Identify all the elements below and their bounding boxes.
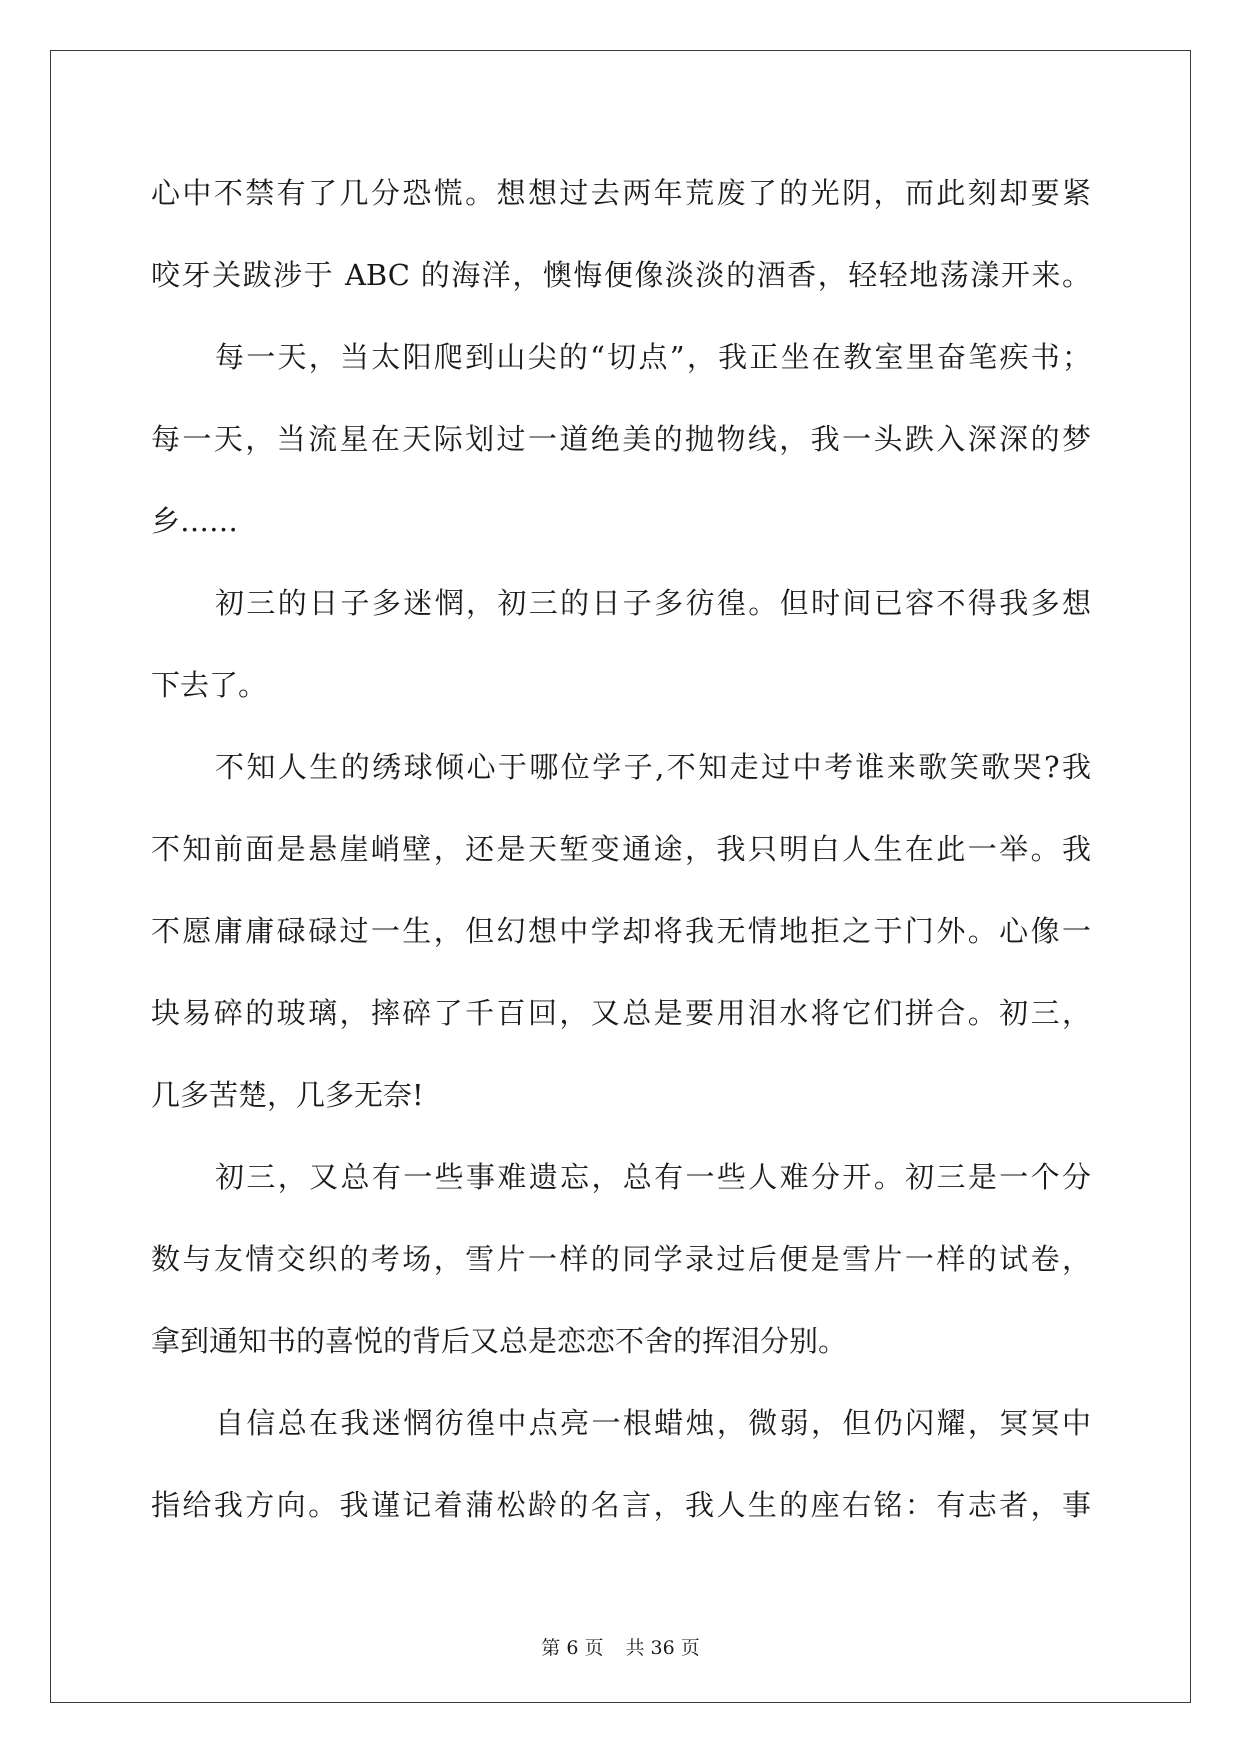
text-line: 下去了。 bbox=[151, 668, 268, 702]
paragraph-first-line: 初三的日子多迷惘，初三的日子多彷徨。但时间已容不得我多想 bbox=[215, 586, 1091, 620]
text-line: 指给我方向。我谨记着蒲松龄的名言，我人生的座右铭：有志者，事 bbox=[151, 1488, 1091, 1522]
paragraph-first-line: 自信总在我迷惘彷徨中点亮一根蜡烛，微弱，但仍闪耀，冥冥中 bbox=[215, 1406, 1091, 1440]
text-line: 每一天，当流星在天际划过一道绝美的抛物线，我一头跌入深深的梦 bbox=[151, 422, 1091, 456]
text-line: 块易碎的玻璃，摔碎了千百回，又总是要用泪水将它们拼合。初三， bbox=[151, 996, 1091, 1030]
paragraph-first-line: 每一天，当太阳爬到山尖的“切点”，我正坐在教室里奋笔疾书； bbox=[215, 340, 1091, 374]
document-body bbox=[151, 152, 1091, 1546]
text-line: 几多苦楚，几多无奈! bbox=[151, 1078, 424, 1112]
text-line: 乡…… bbox=[151, 504, 239, 538]
text-line: 不知前面是悬崖峭壁，还是天堑变通途，我只明白人生在此一举。我 bbox=[151, 832, 1091, 866]
page-total: 共 36 页 bbox=[625, 1637, 700, 1659]
text-line: 拿到通知书的喜悦的背后又总是恋恋不舍的挥泪分别。 bbox=[151, 1324, 848, 1358]
text-line: 不愿庸庸碌碌过一生，但幻想中学却将我无情地拒之于门外。心像一 bbox=[151, 914, 1091, 948]
page-footer bbox=[0, 1633, 1241, 1660]
paragraph-first-line: 初三，又总有一些事难遗忘，总有一些人难分开。初三是一个分 bbox=[215, 1160, 1091, 1194]
paragraph-first-line: 不知人生的绣球倾心于哪位学子,不知走过中考谁来歌笑歌哭?我 bbox=[215, 750, 1091, 784]
text-line: 心中不禁有了几分恐慌。想想过去两年荒废了的光阴，而此刻却要紧 bbox=[151, 176, 1091, 210]
text-line: 咬牙关跋涉于 ABC 的海洋，懊悔便像淡淡的酒香，轻轻地荡漾开来。 bbox=[151, 258, 1091, 292]
text-line: 数与友情交织的考场，雪片一样的同学录过后便是雪片一样的试卷， bbox=[151, 1242, 1091, 1276]
page-number: 第 6 页 bbox=[541, 1637, 604, 1659]
